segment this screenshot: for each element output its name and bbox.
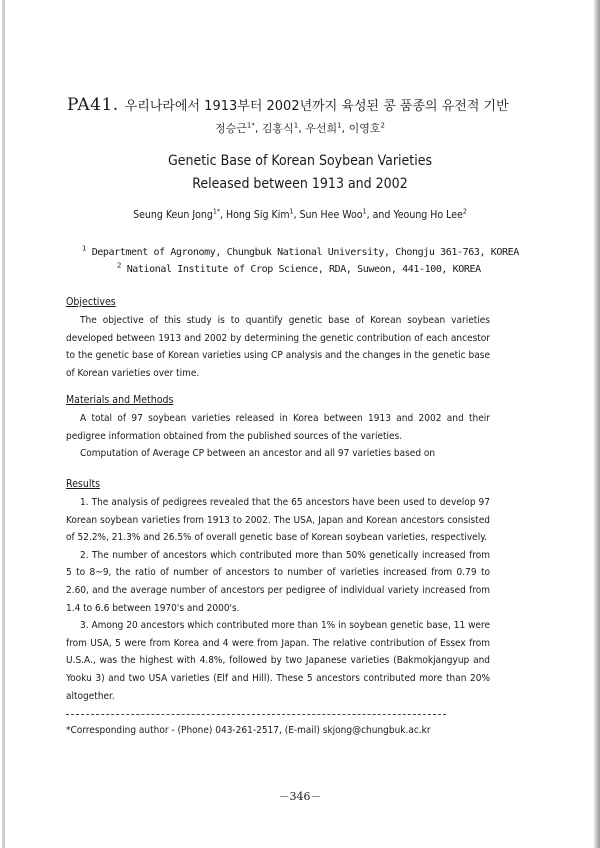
page-number: －346－ (278, 790, 322, 803)
results-heading: Results (66, 478, 101, 490)
korean-author-1: 정승근 (215, 122, 247, 135)
objectives-heading: Objectives (66, 296, 116, 308)
objectives-text: The objective of this study is to quantify genetic base of Korean soybean varieties developed between 1913 and 2002 by determining the genetic contribution of each ancestor to the genetic base of Korean varieties using CP analysis and the changes in the genetic base of Korean varieties over time. (66, 315, 490, 379)
author-4: Yeoung Ho Lee (393, 209, 463, 221)
author-1: Seung Keun Jong (133, 209, 213, 221)
paper-header (67, 95, 509, 115)
methods-paragraph-2: Computation of Average CP between an ancestor and all 97 varieties based on (80, 448, 436, 460)
korean-author-2: 김홍식 (261, 122, 294, 135)
english-title-line-1: Genetic Base of Korean Soybean Varieties (167, 153, 433, 169)
english-title-line-2: Released between 1913 and 2002 (192, 176, 408, 192)
affiliation-2: $^2$ National Institute of Crop Science, RDA, Suweon, 441-100, KOREA (117, 261, 481, 275)
footnote: *Corresponding author - (Phone) 043-261-2517, (E-mail) skjong@chungbuk.ac.kr (66, 725, 431, 736)
footnote-divider (66, 714, 446, 715)
paper-code: PA41. (67, 95, 119, 115)
methods-paragraph-1: A total of 97 soybean varieties released in Korea between 1913 and 2002 and their pedigree information obtained from the published sources of the varieties. (66, 413, 490, 442)
korean-author-3: 우선희 (305, 122, 338, 135)
author-2: Hong Sig Kim (226, 209, 290, 221)
english-authors: Seung Keun Jong$^{1*}$, Hong Sig Kim$^1$, Sun Hee Woo$^1$, and Yeoung Ho Lee$^2$ (133, 207, 467, 221)
author-3: Sun Hee Woo (299, 209, 363, 221)
affiliation-1: $^1$ Department of Agronomy, Chungbuk National University, Chongju 361-763, KOREA (82, 244, 519, 258)
results-paragraph-2: 2. The number of ancestors which contributed more than 50% genetically increased from 5 to 8∼9, the ratio of number of ancestors to number of varieties increased from 0.79 to 2.60, and the average number of ancestors per pedigree of individual variety increased from 1.4 to 6.6 between 1970's and 2000's. (66, 549, 490, 614)
korean-author-4: 이영호 (348, 122, 381, 135)
korean-authors: 정승근$^{1*}$, 김홍식$^1$, 우선희$^1$, 이영호$^2$ (215, 121, 385, 135)
korean-title: 우리나라에서 1913부터 2002년까지 육성된 콩 품종의 유전적 기반 (124, 99, 509, 114)
methods-heading: Materials and Methods (66, 394, 174, 406)
methods-text (66, 410, 490, 463)
results-text (66, 494, 490, 705)
results-paragraph-1: 1. The analysis of pedigrees revealed that the 65 ancestors have been used to develop 97 Korean soybean varieties from 1913 to 2002. The USA, Japan and Korean ancestors consisted of 52.2%, 21.3% and 26.5% of overall genetic base of Korean soybean varieties, respectively. (66, 497, 490, 544)
results-paragraph-3: 3. Among 20 ancestors which contributed more than 1% in soybean genetic base, 11 were from USA, 5 were from Korea and 4 were from Japan. The relative contribution of Essex from U.S.A., was the highest with 4.8%, followed by two Japanese varieties (Bakmokjangyup and Yooku 3) and two USA varieties (Elf and Hill). These 5 ancestors contributed more than 20% altogether. (66, 620, 490, 702)
